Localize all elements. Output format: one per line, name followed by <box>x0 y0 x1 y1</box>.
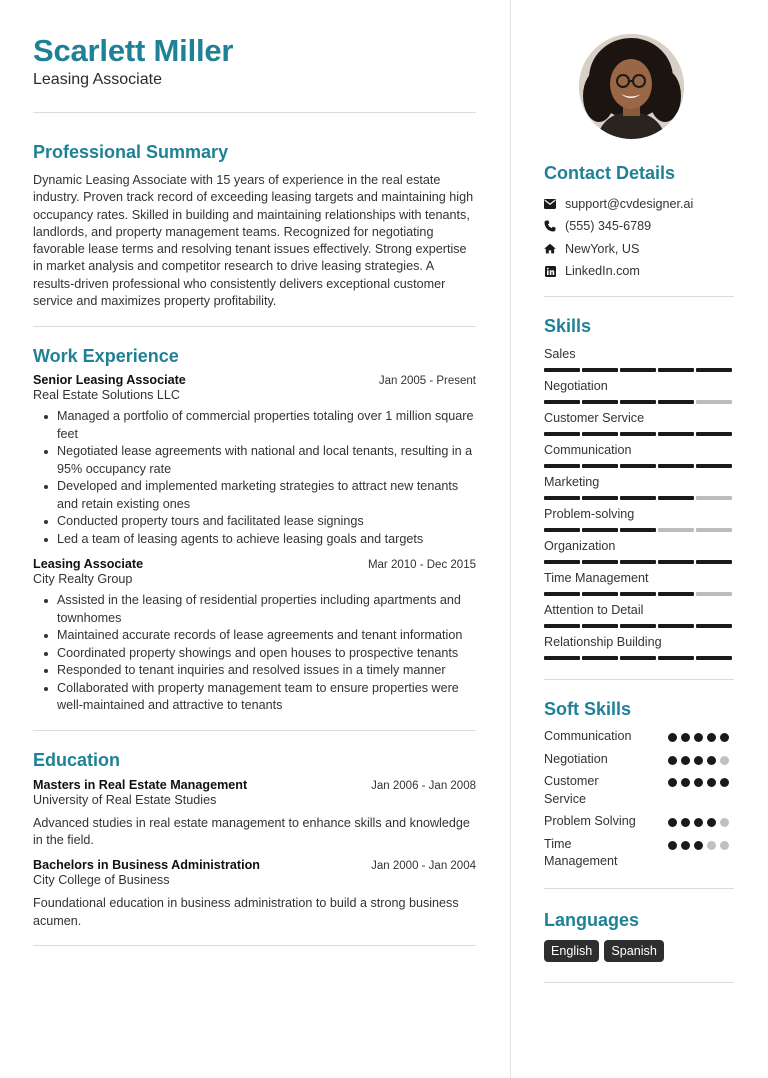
candidate-name: Scarlett Miller <box>33 33 234 68</box>
job-bullet: Managed a portfolio of commercial properties totaling over 1 million square feet <box>41 408 476 443</box>
skill-name: Customer Service <box>544 411 645 425</box>
job-bullet: Negotiated lease agreements with national and local tenants, resulting in a 95% occupancy rate <box>41 443 476 478</box>
education-date: Jan 2000 - Jan 2004 <box>371 860 476 873</box>
contact-text: (555) 345-6789 <box>565 219 652 234</box>
job-bullet: Led a team of leasing agents to achieve leasing goals and targets <box>41 531 476 549</box>
skill-bar-segment <box>582 560 618 564</box>
skill-bar-segment <box>582 656 618 660</box>
job-bullet: Responded to tenant inquiries and resolved issues in a timely manner <box>41 662 476 680</box>
contact-title: Contact Details <box>544 163 676 183</box>
degree-title: Masters in Real Estate Management <box>33 777 248 792</box>
skill-bar-segment <box>658 400 694 404</box>
contact-item[interactable] <box>544 193 734 215</box>
skill-bar-segment <box>696 624 732 628</box>
skills-divider <box>544 679 734 680</box>
contact-divider <box>544 296 734 297</box>
rating-dot <box>694 818 703 827</box>
job-bullet: Conducted property tours and facilitated lease signings <box>41 513 476 531</box>
skill-rating-bar <box>544 656 732 660</box>
skill-bar-segment <box>620 432 656 436</box>
skill-bar-segment <box>544 592 580 596</box>
skill-item <box>544 378 734 410</box>
contact-item <box>544 215 734 237</box>
soft-skill-item <box>544 813 734 831</box>
soft-skill-rating <box>668 778 729 787</box>
rating-dot <box>707 756 716 765</box>
skill-bar-segment <box>582 464 618 468</box>
job-header <box>33 373 476 387</box>
soft-skill-name: Customer Service <box>544 774 599 806</box>
skill-bar-segment <box>582 624 618 628</box>
rating-dot <box>707 841 716 850</box>
candidate-role: Leasing Associate <box>33 71 162 88</box>
education-header <box>33 778 476 792</box>
rating-dot <box>720 818 729 827</box>
skill-bar-segment <box>696 464 732 468</box>
skill-item <box>544 474 734 506</box>
soft-skill-name: Problem Solving <box>544 814 636 828</box>
summary-text: Dynamic Leasing Associate with 15 years of experience in the real estate industry. Proven track record of exceeding leasing targets and maintaining high occupancy rates. Skilled in building and maintaining relationships with tenants, landlords, and property management teams. Recognized for negotiating favorable lease terms and resolving tenant issues effectively. Strong expertise in market analysis and competitor research to drive leasing strategies. A results-driven professional who consistently delivers exceptional customer service and maximizes property profitability. <box>33 173 474 309</box>
education-description: Foundational education in business administration to build a strong business acumen. <box>33 896 459 928</box>
skills-list <box>544 346 734 666</box>
job-bullets <box>41 408 476 548</box>
phone-icon <box>544 220 556 232</box>
rating-dot <box>707 778 716 787</box>
rating-dot <box>707 818 716 827</box>
job-list <box>33 373 476 715</box>
skill-bar-segment <box>620 528 656 532</box>
rating-dot <box>720 778 729 787</box>
job-header <box>33 557 476 571</box>
job-title: Leasing Associate <box>33 557 144 572</box>
soft-skill-rating <box>668 733 729 742</box>
skill-name: Sales <box>544 347 576 361</box>
contact-text: support@cvdesigner.ai <box>565 197 694 212</box>
job-company: Real Estate Solutions LLC <box>33 388 181 403</box>
soft-skill-rating <box>668 818 729 827</box>
skill-bar-segment <box>658 464 694 468</box>
rating-dot <box>720 756 729 765</box>
job-title: Senior Leasing Associate <box>33 373 186 388</box>
skill-bar-segment <box>696 400 732 404</box>
soft-skill-item <box>544 751 734 769</box>
skill-rating-bar <box>544 496 732 500</box>
linkedin-icon <box>544 265 556 277</box>
skill-item <box>544 442 734 474</box>
skill-bar-segment <box>582 400 618 404</box>
skill-bar-segment <box>544 528 580 532</box>
soft-skill-item <box>544 836 734 871</box>
skill-item <box>544 346 734 378</box>
education-date: Jan 2006 - Jan 2008 <box>371 779 476 792</box>
skill-bar-segment <box>658 592 694 596</box>
skill-item <box>544 570 734 602</box>
education-title: Education <box>33 749 121 770</box>
skill-bar-segment <box>658 496 694 500</box>
rating-dot <box>681 756 690 765</box>
skill-bar-segment <box>544 560 580 564</box>
school-name: City College of Business <box>33 873 170 888</box>
language-pill: Spanish <box>604 940 664 962</box>
job-entry <box>33 557 476 715</box>
skill-bar-segment <box>582 368 618 372</box>
profile-photo <box>579 34 684 139</box>
experience-title: Work Experience <box>33 346 179 367</box>
education-description: Advanced studies in real estate management to enhance skills and knowledge in the field. <box>33 815 470 848</box>
job-bullet: Maintained accurate records of lease agreements and tenant information <box>41 627 476 645</box>
skill-item <box>544 634 734 666</box>
school-name: University of Real Estate Studies <box>33 792 217 807</box>
column-divider <box>510 0 511 1078</box>
skill-bar-segment <box>658 656 694 660</box>
skill-bar-segment <box>696 496 732 500</box>
education-header <box>33 858 476 872</box>
contact-text: NewYork, US <box>565 241 640 256</box>
rating-dot <box>668 778 677 787</box>
rating-dot <box>681 778 690 787</box>
skill-bar-segment <box>544 496 580 500</box>
skill-name: Relationship Building <box>544 635 662 649</box>
soft-skill-item <box>544 773 734 808</box>
degree-title: Bachelors in Business Administration <box>33 858 260 873</box>
skill-item <box>544 506 734 538</box>
rating-dot <box>720 841 729 850</box>
soft-skill-rating <box>668 841 729 850</box>
skill-bar-segment <box>582 496 618 500</box>
rating-dot <box>681 733 690 742</box>
education-divider <box>33 945 476 946</box>
skills-title: Skills <box>544 316 592 336</box>
skill-bar-segment <box>696 528 732 532</box>
skill-bar-segment <box>658 528 694 532</box>
skill-bar-segment <box>696 656 732 660</box>
skill-rating-bar <box>544 592 732 596</box>
skill-bar-segment <box>582 432 618 436</box>
skill-name: Problem-solving <box>544 507 635 521</box>
skill-item <box>544 410 734 442</box>
skill-bar-segment <box>544 400 580 404</box>
contact-item[interactable] <box>544 260 734 282</box>
skill-name: Organization <box>544 539 616 553</box>
soft-skill-name: Time Management <box>544 836 618 868</box>
rating-dot <box>694 756 703 765</box>
rating-dot <box>668 818 677 827</box>
experience-divider <box>33 730 476 731</box>
skill-bar-segment <box>582 528 618 532</box>
skill-bar-segment <box>544 432 580 436</box>
skill-rating-bar <box>544 368 732 372</box>
skill-bar-segment <box>620 624 656 628</box>
skill-name: Negotiation <box>544 379 608 393</box>
soft-skill-item <box>544 728 734 746</box>
soft-skills-title: Soft Skills <box>544 699 632 719</box>
skill-rating-bar <box>544 624 732 628</box>
rating-dot <box>694 733 703 742</box>
skill-rating-bar <box>544 528 732 532</box>
home-icon <box>544 243 556 255</box>
contact-item <box>544 238 734 260</box>
skill-bar-segment <box>696 560 732 564</box>
job-bullet: Assisted in the leasing of residential properties including apartments and townhomes <box>41 592 476 627</box>
skill-bar-segment <box>696 368 732 372</box>
skill-bar-segment <box>696 432 732 436</box>
summary-divider <box>33 326 476 327</box>
education-entry <box>33 858 476 930</box>
skill-bar-segment <box>620 592 656 596</box>
main-column <box>33 32 476 946</box>
job-bullets <box>41 592 476 715</box>
rating-dot <box>681 818 690 827</box>
skill-name: Marketing <box>544 475 600 489</box>
job-bullet: Developed and implemented marketing strategies to attract new tenants and retain existing ones <box>41 478 476 513</box>
rating-dot <box>668 733 677 742</box>
skill-item <box>544 538 734 570</box>
languages-divider <box>544 982 734 983</box>
soft-skill-name: Negotiation <box>544 751 608 766</box>
skill-bar-segment <box>658 368 694 372</box>
skill-bar-segment <box>620 560 656 564</box>
job-bullet: Collaborated with property management team to ensure properties were well-maintained and attractive to tenants <box>41 680 476 715</box>
skill-bar-segment <box>544 368 580 372</box>
job-date: Jan 2005 - Present <box>378 375 476 388</box>
skill-item <box>544 602 734 634</box>
rating-dot <box>720 733 729 742</box>
soft-skill-rating <box>668 756 729 765</box>
skill-bar-segment <box>658 560 694 564</box>
skill-rating-bar <box>544 400 732 404</box>
rating-dot <box>668 756 677 765</box>
rating-dot <box>668 841 677 850</box>
skill-name: Attention to Detail <box>544 603 644 617</box>
skill-bar-segment <box>544 656 580 660</box>
job-entry <box>33 373 476 548</box>
skill-name: Communication <box>544 443 632 457</box>
skill-bar-segment <box>658 624 694 628</box>
rating-dot <box>707 733 716 742</box>
soft-skills-list <box>544 728 734 876</box>
contact-text: LinkedIn.com <box>565 264 640 279</box>
skill-bar-segment <box>582 592 618 596</box>
header-divider <box>33 112 476 113</box>
skill-bar-segment <box>620 464 656 468</box>
education-list <box>33 778 476 930</box>
skill-bar-segment <box>620 656 656 660</box>
skill-bar-segment <box>544 624 580 628</box>
contact-list <box>544 193 734 282</box>
rating-dot <box>694 778 703 787</box>
rating-dot <box>694 841 703 850</box>
skill-rating-bar <box>544 432 732 436</box>
skill-bar-segment <box>544 464 580 468</box>
job-company: City Realty Group <box>33 572 133 587</box>
email-icon <box>544 198 556 210</box>
soft-skill-name: Communication <box>544 729 632 743</box>
skill-bar-segment <box>620 400 656 404</box>
education-entry <box>33 778 476 850</box>
job-date: Mar 2010 - Dec 2015 <box>367 559 476 572</box>
languages-title: Languages <box>544 910 640 930</box>
skill-rating-bar <box>544 560 732 564</box>
skill-rating-bar <box>544 464 732 468</box>
skill-bar-segment <box>658 432 694 436</box>
summary-title: Professional Summary <box>33 142 229 162</box>
rating-dot <box>681 841 690 850</box>
skill-bar-segment <box>696 592 732 596</box>
skill-name: Time Management <box>544 571 649 585</box>
skill-bar-segment <box>620 496 656 500</box>
job-bullet: Coordinated property showings and open houses to prospective tenants <box>41 645 476 663</box>
language-pill: English <box>544 940 599 962</box>
languages-list <box>544 940 664 962</box>
soft-skills-divider <box>544 888 734 889</box>
skill-bar-segment <box>620 368 656 372</box>
